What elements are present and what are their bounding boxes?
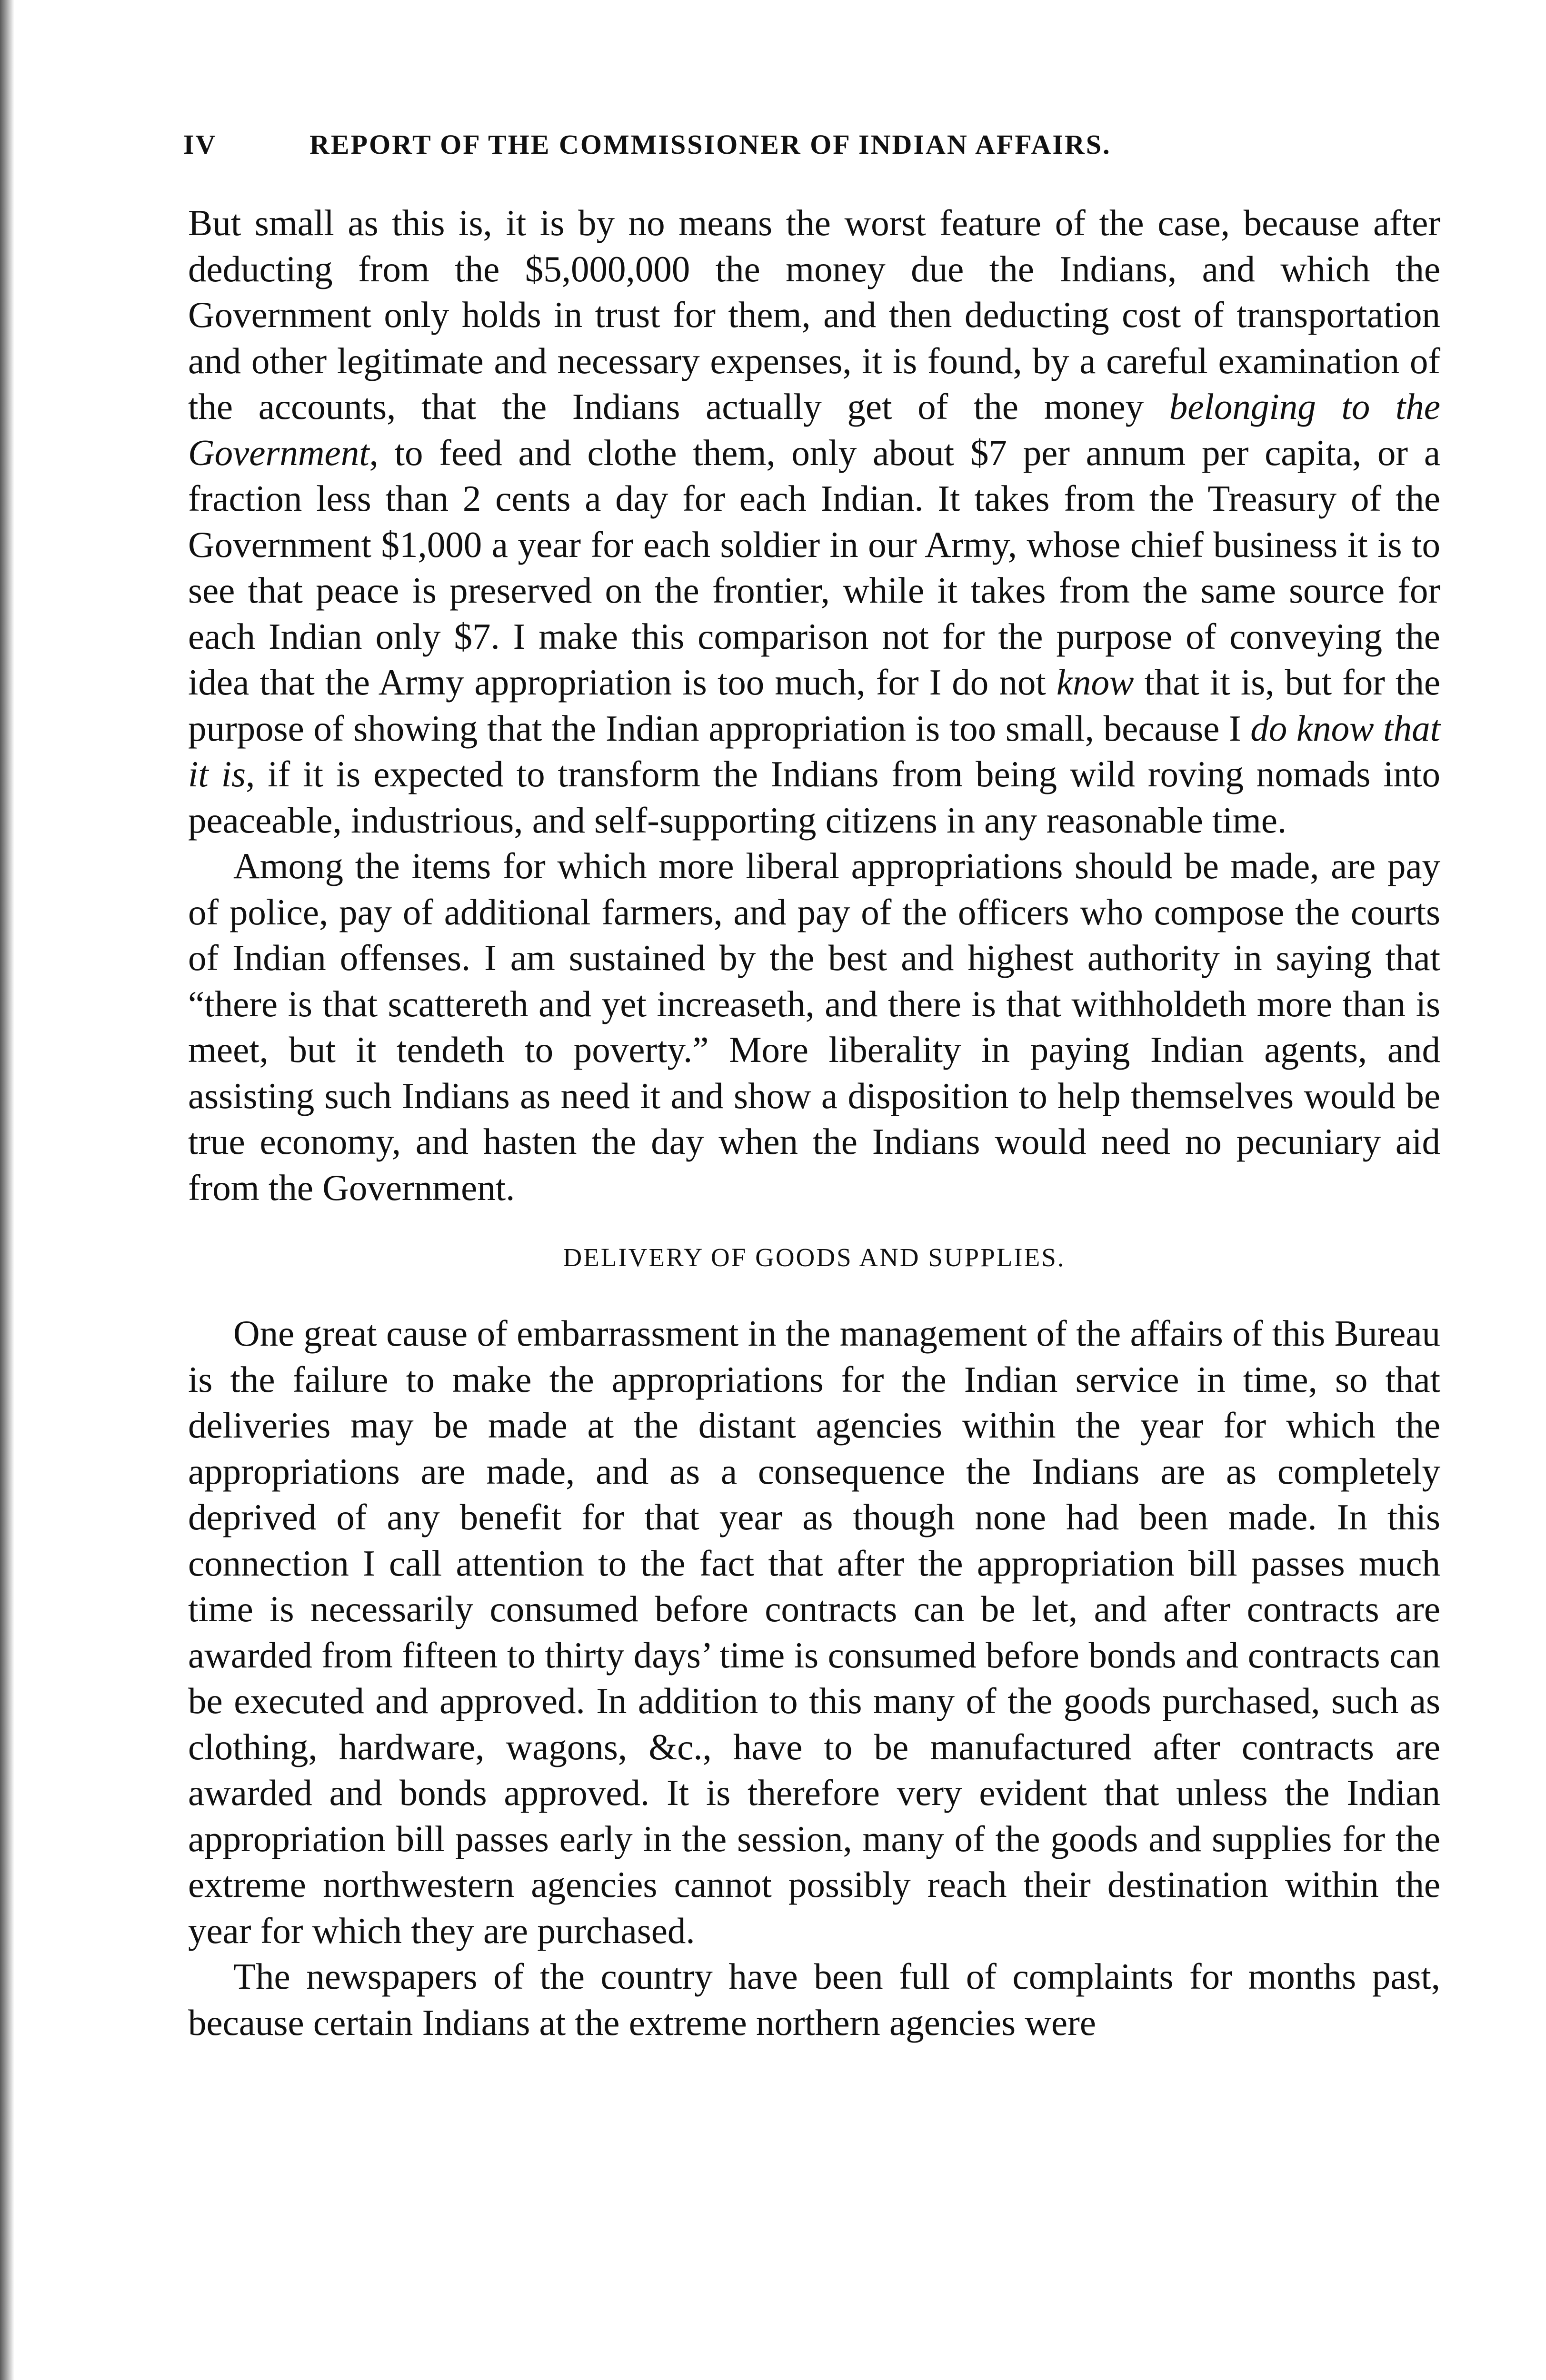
paragraph-3: One great cause of embarrassment in the management of the affairs of this Bureau is the failure to make the appropriations for the Indian service in time, so that deliveries may be made at the distant agencies within the year for which the appropriations are made, and as a consequence the Indians are as completely deprived of any benefit for that year as though none had been made. In this connection I call attention to the fact that after the appropriation bill passes much time is necessarily consumed before contracts can be let, and after contracts are awarded from fifteen to thirty days’ time is consumed before bonds and contracts can be executed and approved. In addition to this many of the goods purchased, such as clothing, hardware, wagons, &c., have to be manufactured after contracts are awarded and bonds approved. It is therefore very evident that unless the Indian appropriation bill passes early in the session, many of the goods and supplies for the extreme northwestern agencies cannot possibly reach their destination within the year for which they are purchased.: [188, 1313, 1440, 1951]
paragraph-1-italic-3: do know that it is: [188, 707, 1440, 794]
paragraph-1-text-3: that it is, but for the purpose of showing that the Indian appropriation is too small, because I: [188, 662, 1440, 749]
paragraph-1-text-4: , if it is expected to transform the Indians from being wild roving nomads into peaceable, industrious, and self-supporting citizens in any reasonable time.: [188, 754, 1440, 841]
paragraph-1-italic-1: belonging to the Government: [188, 386, 1440, 473]
paragraph-1-text-1: But small as this is, it is by no means the worst feature of the case, because after deducting from the $5,000,000 the money due the Indians, and which the Government only holds in trust for them, and then deducting cost of transportation and other legitimate and necessary expenses, it is found, by a careful examination of the accounts, that the Indians actually get of the money: [188, 202, 1440, 427]
paragraph-2: Among the items for which more liberal appropriations should be made, are pay of police, pay of additional farmers, and pay of the officers who compose the courts of Indian offenses. I am sustained by the best and highest authority in saying that “there is that scattereth and yet increaseth, and there is that withholdeth more than is meet, but it tendeth to poverty.” More liberality in paying Indian agents, and assisting such Indians as need it and show a disposition to help themselves would be true economy, and hasten the day when the Indians would need no pecuniary aid from the Government.: [188, 845, 1440, 1208]
paragraph-1-text-2: , to feed and clothe them, only about $7 per annum per capita, or a fraction less than 2 cents a day for each Indian. It takes from the Treasury of the Government $1,000 a year for each soldier in our Army, whose chief business it is to see that peace is preserved on the frontier, while it takes from the same source for each Indian only $7. I make this comparison not for the purpose of conveying the idea that the Army appropriation is too much, for I do not: [188, 432, 1440, 703]
section-heading: DELIVERY OF GOODS AND SUPPLIES.: [563, 1243, 1066, 1272]
body-text: [188, 200, 1440, 2045]
running-header: [183, 129, 1445, 176]
paragraph-1-italic-2: know: [1056, 662, 1134, 703]
paragraph-1: [188, 200, 1440, 843]
scan-left-edge-shadow: [0, 0, 14, 2380]
paragraph-4: The newspapers of the country have been full of complaints for months past, because certain Indians at the extreme northern agencies were: [188, 1956, 1440, 2043]
header-title: REPORT OF THE COMMISSIONER OF INDIAN AFFAIRS.: [309, 129, 1111, 160]
page-number: IV: [183, 129, 217, 160]
